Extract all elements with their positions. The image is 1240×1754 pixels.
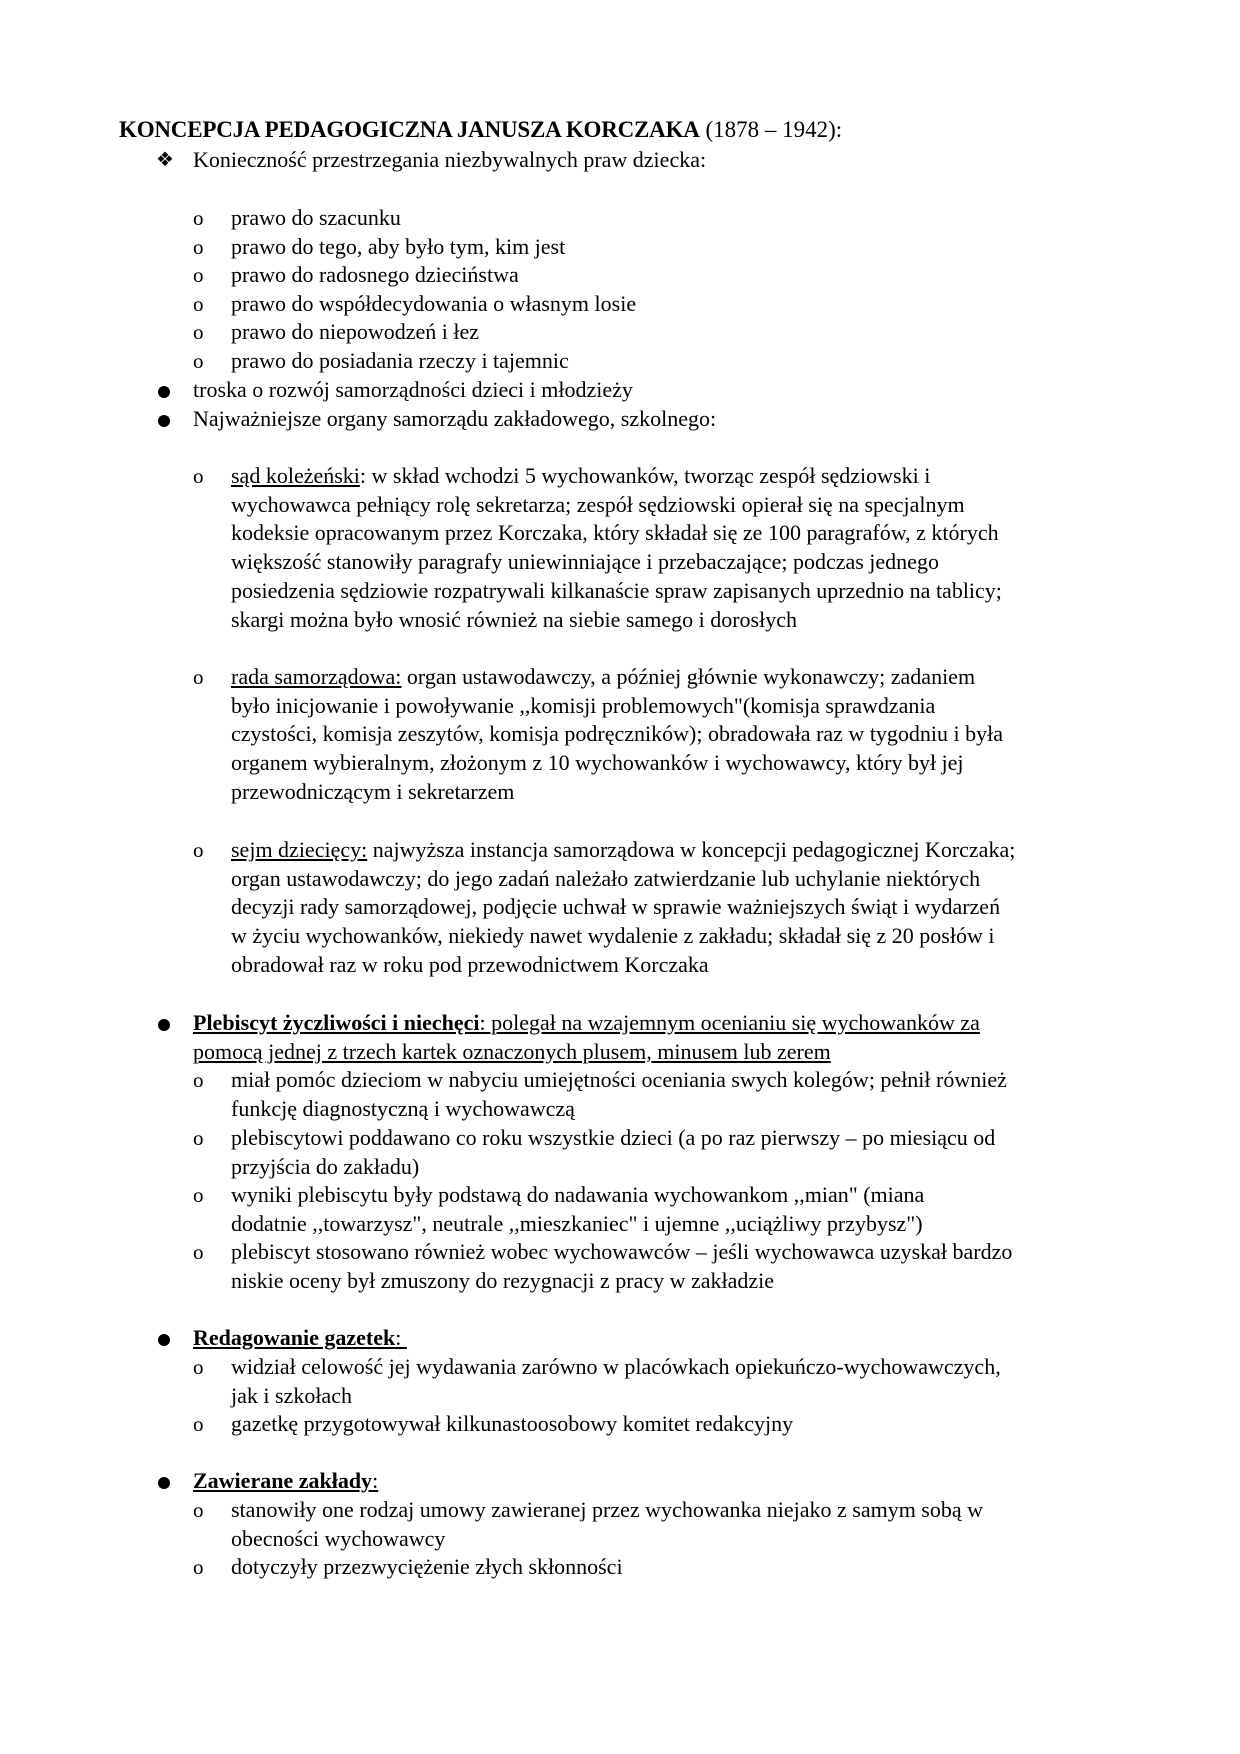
term-newspapers: Redagowanie gazetek [193, 1325, 396, 1350]
bullet-dot-icon [158, 415, 170, 427]
title-dates: (1878 – 1942): [699, 117, 843, 142]
circle-bullet-icon: o [193, 464, 204, 488]
circle-bullet-icon: o [193, 1068, 204, 1092]
circle-bullet-icon: o [193, 665, 204, 689]
term-court: sąd koleżeński [231, 463, 360, 488]
circle-bullet-icon: o [193, 349, 204, 373]
term-bets: Zawierane zakłady [193, 1468, 373, 1493]
circle-bullet-icon: o [193, 206, 204, 230]
circle-bullet-icon: o [193, 1183, 204, 1207]
bullet-dot-icon [158, 1019, 170, 1031]
circle-bullet-icon: o [193, 1126, 204, 1150]
circle-bullet-icon: o [193, 1498, 204, 1522]
circle-bullet-icon: o [193, 1355, 204, 1379]
circle-bullet-icon: o [193, 263, 204, 287]
term-council: rada samorządowa: [231, 664, 402, 689]
circle-bullet-icon: o [193, 292, 204, 316]
circle-bullet-icon: o [193, 838, 204, 862]
circle-bullet-icon: o [193, 235, 204, 259]
term-parliament: sejm dziecięcy: [231, 837, 368, 862]
document-page: KONCEPCJA PEDAGOGICZNA JANUSZA KORCZAKA (1878 – 1942): ❖ Konieczność przestrzegania niezbywalnych praw dziecka: o prawo do szacunku o prawo do tego, aby było tym, kim jest o prawo do radosnego dzieciństwa o prawo do współdecydowania o własnym losie o prawo do niepowodzeń i łez o prawo do posiadania rzeczy i tajemnic troska o rozwój samorządności dzieci i młodzieży Najważniejsze organy samorządu zakładowego, szkolnego: o sąd koleżeński: w skład wchodzi 5 wychowanków, tworząc zespół sędziowski i wychowawca pełniący rolę sekretarza; zespół sędziowski opierał się na specjalnym kodeksie opracowanym przez Korczaka, który składał się ze 100 paragrafów, z których większość stanowiły paragrafy uniewinniające i przebaczające; podczas jednego posiedzenia sędziowie rozpatrywali kilkanaście spraw zapisanych uprzednio na tablicy; skargi można było wnosić również na siebie samego i dorosłych o rada samorządowa: organ ustawodawczy, a później głównie wykonawczy; zadaniem było inicjowanie i powoływanie ,,komisji problemowych"(komisja sprawdzania czystości, komisja zeszytów, komisja podręczników); obradowała raz w tygodniu i była organem wybieralnym, złożonym z 10 wychowanków i wychowawcy, który był jej przewodniczącym i sekretarzem o sejm dziecięcy: najwyższa instancja samorządowa w koncepcji pedagogicznej Korczaka; organ ustawodawczy; do jego zadań należało zatwierdzanie lub uchylanie niektórych decyzji rady samorządowej, podjęcie uchwał w sprawie ważniejszych świąt i wydarzeń w życiu wychowanków, niekiedy nawet wydalenie z zakładu; składał się z 20 posłów i obradował raz w roku pod przewodnictwem Korczaka Plebiscyt życzliwości i niechęci: polegał na wzajemnym ocenianiu się wychowanków za pomocą jednej z trzech kartek oznaczonych plusem, minusem lub zerem o miał pomóc dzieciom w nabyciu umiejętności oceniania swych kolegów; pełnił również funkcję diagnostyczną i wychowawczą o plebiscytowi poddawano co roku wszystkie dzieci (a po raz pierwszy – po miesiącu od przyjścia do zakładu) o wyniki plebiscytu były podstawą do nadawania wychowankom ,,mian" (miana dodatnie ,,towarzysz", neutrale ,,mieszkaniec" i ujemne ,,uciążliwy przybysz") o plebiscyt stosowano również wobec wychowawców – jeśli wychowawca uzyskał bardzo niskie oceny był zmuszony do rezygnacji z pracy w zakładzie Redagowanie gazetek: o widział celowość jej wydawania zarówno w placówkach opiekuńczo-wychowawczych, jak i szkołach o gazetkę przygotowywał kilkunastoosobowy komitet redakcyjny Zawierane zakłady: o stanowiły one rodzaj umowy zawieranej przez wychowanka niejako z samym sobą w obecności wychowawcy o dotyczyły przezwyciężenie złych skłonności [0, 0, 1240, 1754]
term-plebiscite: Plebiscyt życzliwości i niechęci [193, 1010, 480, 1035]
bullet-dot-icon [158, 386, 170, 398]
bullet-dot-icon [158, 1477, 170, 1489]
title-bold: KONCEPCJA PEDAGOGICZNA JANUSZA KORCZAKA [119, 117, 700, 142]
circle-bullet-icon: o [193, 320, 204, 344]
circle-bullet-icon: o [193, 1412, 204, 1436]
circle-bullet-icon: o [193, 1555, 204, 1579]
bullet-dot-icon [158, 1334, 170, 1346]
circle-bullet-icon: o [193, 1240, 204, 1264]
rights-intro-text: Konieczność przestrzegania niezbywalnych praw dziecka: [193, 147, 707, 172]
page-title [119, 116, 842, 144]
diamond-bullet-icon: ❖ [156, 149, 174, 171]
